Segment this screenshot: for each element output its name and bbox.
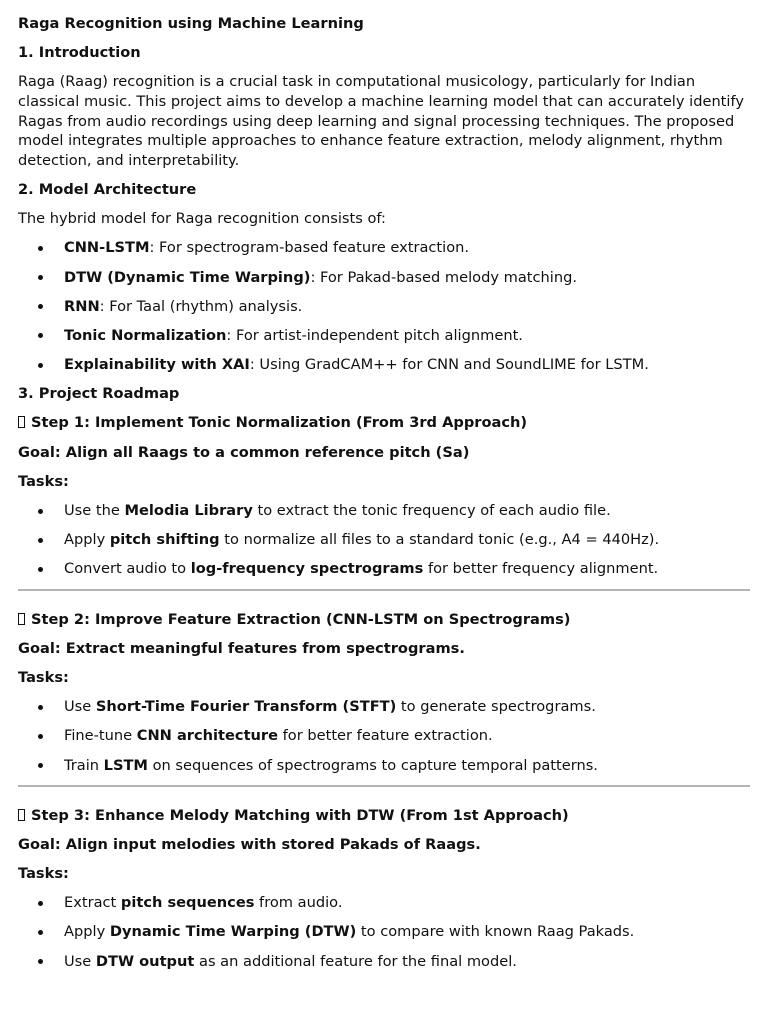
- bullet-icon: [38, 538, 43, 543]
- task-text: for better feature extraction.: [278, 727, 493, 745]
- tasks-label: Tasks:: [18, 472, 69, 490]
- item-term: DTW (Dynamic Time Warping): [64, 268, 311, 286]
- task-emphasis: Melodia Library: [124, 502, 253, 519]
- list-item: [18, 756, 750, 776]
- task-text: Use the: [64, 502, 125, 519]
- task-text: as an additional feature for the final model.: [194, 952, 517, 970]
- roadmap-heading: 3. Project Roadmap: [18, 385, 180, 403]
- document-title: Raga Recognition using Machine Learning: [18, 15, 364, 32]
- bullet-icon: [38, 246, 43, 251]
- list-item: [18, 297, 750, 317]
- item-term: Explainability with XAI: [64, 356, 250, 374]
- list-item: [18, 922, 750, 942]
- step-goal: Goal: Align all Raags to a common reference pitch (Sa): [18, 443, 470, 461]
- list-item: [18, 893, 750, 913]
- bullet-icon: [38, 959, 43, 964]
- item-text: : Using GradCAM++ for CNN and SoundLIME for LSTM.: [249, 356, 649, 374]
- section-divider: [18, 589, 750, 591]
- list-item: [18, 726, 750, 746]
- task-text: to compare with known Raag Pakads.: [356, 923, 635, 941]
- tasks-label: Tasks:: [18, 865, 69, 883]
- task-list: [18, 893, 750, 971]
- bullet-icon: [38, 509, 43, 514]
- bullet-icon: [38, 304, 43, 309]
- step-title-text: Step 3: Enhance Melody Matching with DTW (From 1st Approach): [31, 806, 569, 824]
- bullet-icon: [38, 705, 43, 710]
- list-item: [18, 530, 750, 550]
- task-text: Convert audio to: [64, 560, 191, 578]
- task-text: Use: [64, 698, 96, 716]
- architecture-list: [18, 238, 750, 374]
- list-item: [18, 238, 750, 258]
- tasks-label: Tasks:: [18, 668, 69, 686]
- task-text: on sequences of spectrograms to capture temporal patterns.: [147, 756, 598, 774]
- step-title: [18, 610, 750, 630]
- list-item: [18, 501, 750, 521]
- step-title-text: Step 1: Implement Tonic Normalization (From 3rd Approach): [31, 414, 528, 432]
- list-item: [18, 355, 750, 375]
- bullet-icon: [38, 363, 43, 368]
- list-item: [18, 952, 750, 972]
- bullet-icon: [38, 567, 43, 572]
- task-text: Train: [64, 756, 104, 774]
- step-title: [18, 806, 750, 826]
- task-text: Fine-tune: [64, 727, 137, 745]
- bullet-icon: [38, 763, 43, 768]
- task-emphasis: pitch shifting: [109, 531, 220, 549]
- task-emphasis: Short-Time Fourier Transform (STFT): [95, 698, 397, 716]
- task-list: [18, 697, 750, 775]
- section-divider: [18, 785, 750, 787]
- box-glyph-icon: [18, 809, 25, 821]
- task-text: to extract the tonic frequency of each audio file.: [252, 502, 611, 519]
- intro-paragraph: Raga (Raag) recognition is a crucial task in computational musicology, particularly for Indian classical music. This project aims to develop a machine learning model that can accurately identify Ragas from audio recordings using deep learning and signal processing techniques. The proposed model integrates multiple approaches to enhance feature extraction, melody alignment, rhythm detection, and interpretability.: [18, 73, 744, 169]
- bullet-icon: [38, 901, 43, 906]
- step-title-text: Step 2: Improve Feature Extraction (CNN-LSTM on Spectrograms): [31, 610, 571, 628]
- step-goal: Goal: Align input melodies with stored Pakads of Raags.: [18, 835, 481, 853]
- list-item: [18, 326, 750, 346]
- task-emphasis: log-frequency spectrograms: [190, 560, 424, 578]
- bullet-icon: [38, 930, 43, 935]
- item-text: : For Taal (rhythm) analysis.: [99, 297, 303, 315]
- task-text: to normalize all files to a standard tonic (e.g., A4 = 440Hz).: [219, 531, 660, 549]
- item-text: : For artist-independent pitch alignment.: [226, 326, 523, 344]
- item-term: RNN: [64, 297, 100, 315]
- box-glyph-icon: [18, 613, 25, 625]
- step-goal: Goal: Extract meaningful features from spectrograms.: [18, 639, 465, 657]
- list-item: [18, 559, 750, 579]
- item-term: Tonic Normalization: [64, 326, 227, 344]
- list-item: [18, 697, 750, 717]
- item-text: : For spectrogram-based feature extraction.: [149, 239, 470, 257]
- task-emphasis: CNN architecture: [136, 727, 279, 745]
- task-list: [18, 501, 750, 579]
- task-emphasis: Dynamic Time Warping (DTW): [109, 923, 357, 941]
- architecture-lead: The hybrid model for Raga recognition consists of:: [18, 210, 386, 228]
- bullet-icon: [38, 734, 43, 739]
- task-text: for better frequency alignment.: [423, 560, 659, 578]
- task-text: Apply: [64, 923, 110, 941]
- bullet-icon: [38, 275, 43, 280]
- task-text: to generate spectrograms.: [396, 698, 596, 716]
- task-emphasis: LSTM: [103, 756, 148, 774]
- task-text: from audio.: [254, 894, 343, 912]
- task-text: Extract: [64, 894, 121, 912]
- item-term: CNN-LSTM: [64, 239, 150, 257]
- task-text: Use: [64, 952, 96, 970]
- task-text: Apply: [64, 531, 110, 549]
- box-glyph-icon: [18, 416, 25, 428]
- architecture-heading: 2. Model Architecture: [18, 180, 197, 198]
- item-text: : For Pakad-based melody matching.: [310, 268, 577, 286]
- task-emphasis: DTW output: [95, 952, 195, 970]
- step-title: [18, 413, 750, 433]
- intro-heading: 1. Introduction: [18, 44, 141, 62]
- bullet-icon: [38, 333, 43, 338]
- task-emphasis: pitch sequences: [120, 894, 255, 912]
- list-item: [18, 268, 750, 288]
